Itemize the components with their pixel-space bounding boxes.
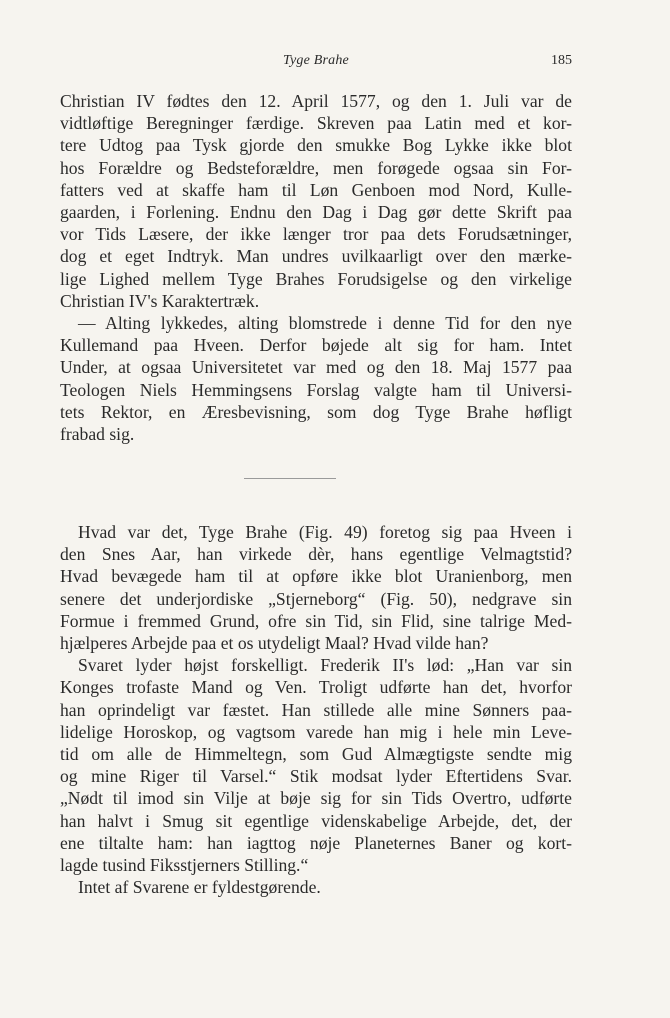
text-line: Formue i fremmed Grund, ofre sin Tid, sin Flid, sine talrige Med- [60,610,572,631]
text-line: Hvad bevægede ham til at opføre ikke blot Uranienborg, men [60,566,572,587]
text-line: fatters ved at skaffe ham til Løn Genboen mod Nord, Kulle- [60,179,572,200]
text-line: tere Udtog paa Tysk gjorde den smukke Bog Lykke ikke blot [60,135,572,156]
text-line: — Alting lykkedes, alting blomstrede i denne Tid for den nye [78,313,572,334]
running-title: Tyge Brahe [283,53,349,68]
text-line: Teologen Niels Hemmingsens Forslag valgte ham til Universi- [60,379,572,400]
text-line: Christian IV's Karaktertræk. [60,290,260,311]
text-line: Intet af Svarene er fyldestgørende. [78,877,321,898]
text-line: Konges trofaste Mand og Ven. Troligt udførte han det, hvorfor [60,677,572,698]
text-line: hos Forældre og Bedsteforældre, men forøgede ogsaa sin For- [60,157,572,178]
text-line: og mine Riger til Varsel.“ Stik modsat lyder Eftertidens Svar. [60,766,572,787]
text-line: vidtløftige Beregninger færdige. Skreven paa Latin med et kor- [60,113,572,134]
text-line: han oprindeligt var fæstet. Han stillede alle mine Sønners paa- [60,699,572,720]
text-line: tid om alle de Himmeltegn, som Gud Almægtigste sendte mig [60,744,572,765]
section-divider [244,478,336,479]
text-line: senere det underjordiske „Stjerneborg“ (Fig. 50), nedgrave sin [60,588,572,609]
running-head [60,53,572,75]
text-line: gaarden, i Forlening. Endnu den Dag i Dag gør dette Skrift paa [60,202,572,223]
text-line: lagde tusind Fiksstjerners Stilling.“ [60,855,309,876]
text-line: den Snes Aar, han virkede dèr, hans egentlige Velmagtstid? [60,544,572,565]
section-2-text [60,521,572,898]
text-line: Christian IV fødtes den 12. April 1577, og den 1. Juli var de [60,91,572,111]
text-line: lidelige Horoskop, og vagtsom varede han mig i hele min Leve- [60,721,572,742]
text-line: lige Lighed mellem Tyge Brahes Forudsigelse og den virkelige [60,268,572,289]
text-line: Under, at ogsaa Universitetet var med og den 18. Maj 1577 paa [60,357,572,378]
text-line: han halvt i Smug sit egentlige videnskabelige Arbejde, det, der [60,810,572,831]
text-line: „Nødt til imod sin Vilje at bøje sig for sin Tids Overtro, udførte [60,788,572,809]
page-number: 185 [551,53,572,68]
text-line: dog et eget Indtryk. Man undres uvilkaarligt over den mærke- [60,246,572,267]
text-line: Hvad var det, Tyge Brahe (Fig. 49) foretog sig paa Hveen i [78,522,572,542]
section-1-text [60,90,572,445]
text-line: Kullemand paa Hveen. Derfor bøjede alt sig for ham. Intet [60,335,572,356]
text-line: hjælperes Arbejde paa et os utydeligt Maal? Hvad vilde han? [60,633,489,654]
text-line: tets Rektor, en Æresbevisning, som dog Tyge Brahe høfligt [60,401,572,422]
text-line: Svaret lyder højst forskelligt. Frederik II's lød: „Han var sin [78,655,572,676]
text-line: ene tiltalte ham: han iagttog nøje Planeternes Baner og kort- [60,832,572,853]
text-line: vor Tids Læsere, der ikke længer tror paa dets Forudsætninger, [60,224,572,245]
text-line: frabad sig. [60,424,135,445]
